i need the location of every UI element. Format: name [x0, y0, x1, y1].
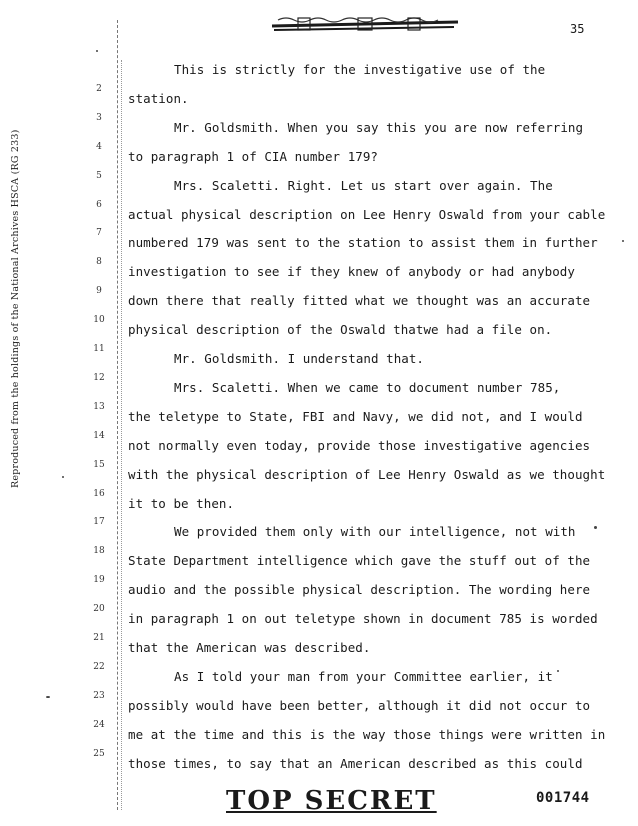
redacted-classification-stamp [268, 12, 464, 38]
line-number: 13 [93, 401, 105, 412]
scan-speck [62, 476, 64, 478]
transcript-line: State Department intelligence which gave the stuff out of the [128, 553, 591, 569]
transcript-line: We provided them only with our intelligence, not with [174, 524, 576, 540]
line-number: 15 [93, 459, 105, 470]
margin-rule [117, 20, 118, 810]
line-number: 8 [96, 257, 102, 268]
line-number: 2 [96, 83, 102, 94]
line-number: 9 [96, 286, 102, 297]
transcript-line: possibly would have been better, although it did not occur to [128, 697, 591, 713]
transcript-line: investigation to see if they knew of anybody or had anybody [128, 264, 575, 280]
transcript-line: those times, to say that an American described as this could [128, 755, 583, 771]
page-number: 35 [570, 22, 585, 36]
transcript-line: that the American was described. [128, 640, 371, 655]
transcript-line: Mrs. Scaletti. Right. Let us start over again. The [174, 177, 553, 193]
transcript-line: me at the time and this is the way those things were written in [128, 726, 606, 742]
transcript-line: in paragraph 1 on out teletype shown in document 785 is worded [128, 611, 598, 627]
line-number: 21 [93, 633, 105, 643]
transcript-line: not normally even today, provide those investigative agencies [128, 437, 591, 453]
transcript-line: numbered 179 was sent to the station to assist them in further [128, 235, 598, 251]
transcript-line: it to be then. [128, 495, 235, 511]
line-number: 3 [96, 112, 102, 123]
archive-side-note: Reproduced from the holdings of the National Archives HSCA (RG 233) [10, 129, 21, 488]
line-number: 23 [93, 690, 105, 701]
line-number: 24 [93, 719, 105, 730]
scan-speck [46, 696, 50, 698]
margin-rule-secondary [121, 60, 122, 810]
transcript-line: As I told your man from your Committee earlier, it [174, 668, 553, 684]
line-number: 14 [93, 430, 105, 441]
classification-stamp: TOP SECRET [226, 786, 437, 816]
line-number: 16 [93, 488, 105, 499]
transcript-line: with the physical description of Lee Henry Oswald as we thought [128, 466, 606, 482]
line-number: 11 [93, 344, 105, 354]
transcript-line: to paragraph 1 of CIA number 179? [128, 148, 378, 164]
transcript-line: actual physical description on Lee Henry Oswald from your cable [128, 206, 606, 222]
line-number: 4 [96, 141, 102, 152]
line-number: 6 [96, 199, 102, 210]
document-number: 001744 [536, 790, 590, 806]
transcript-line: This is strictly for the investigative use of the [174, 62, 546, 77]
transcript-line: Mr. Goldsmith. When you say this you are now referring [174, 119, 584, 135]
line-number: 7 [96, 228, 102, 239]
transcript-line: audio and the possible physical description. The wording here [128, 582, 591, 598]
transcript-line: station. [128, 90, 189, 106]
line-number: 19 [93, 575, 105, 586]
line-number: 20 [93, 604, 105, 615]
scan-speck [557, 670, 559, 672]
line-number: 25 [93, 748, 105, 759]
transcript-line: the teletype to State, FBI and Navy, we did not, and I would [128, 408, 583, 424]
scan-speck [96, 50, 98, 52]
transcript-line: Mr. Goldsmith. I understand that. [174, 351, 424, 366]
line-number: 22 [93, 661, 105, 672]
line-number: 5 [96, 170, 102, 181]
scan-speck [594, 526, 597, 529]
transcript-line: Mrs. Scaletti. When we came to document number 785, [174, 379, 561, 395]
scan-speck [622, 240, 624, 242]
line-number: 12 [93, 372, 105, 383]
line-number: 18 [93, 546, 105, 557]
transcript-line: down there that really fitted what we thought was an accurate [128, 293, 591, 309]
transcript-line: physical description of the Oswald thatwe had a file on. [128, 322, 553, 338]
line-number: 17 [93, 517, 105, 528]
line-number: 10 [93, 315, 105, 326]
